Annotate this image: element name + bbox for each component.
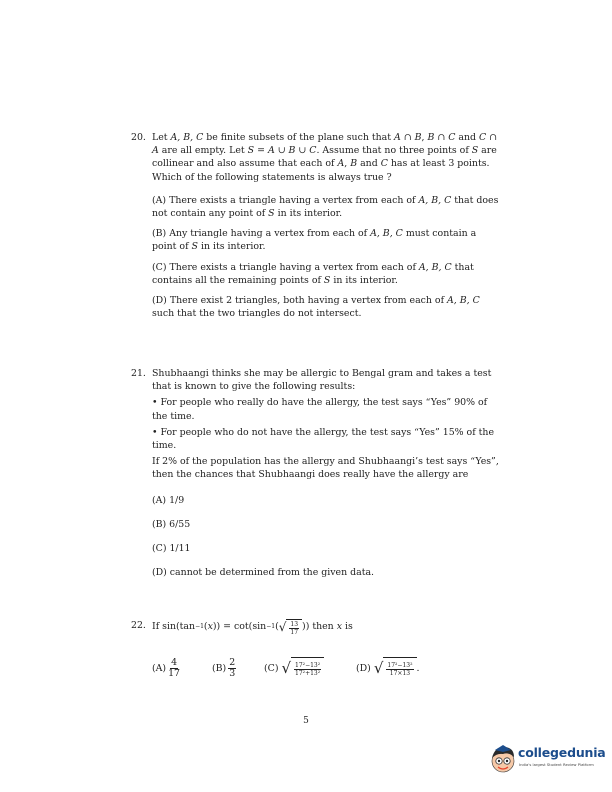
question-21 (131, 367, 503, 579)
question-22 (131, 619, 503, 635)
question-number: 21. (131, 368, 146, 379)
page-number: 5 (303, 716, 309, 726)
question-stem: If sin(tan −1 ( x )) = cot(sin −1 ( √ $\frac{13}{17}$ )) then x is (152, 619, 353, 636)
option-d: (D) √ $\frac{\text{17²−13²}}{17\times 13}$ . (356, 659, 420, 677)
option-b: (B) Any triangle having a vertex from each of A, B, C must contain a point of S in its interior. (152, 228, 477, 253)
logo-tagline: India's largest Student Review Platform (519, 762, 594, 767)
option-d: (D) There exist 2 triangles, both having a vertex from each of A, B, C such that the two triangles do not intersect. (152, 295, 480, 320)
question-stem: Let A, B, C be finite subsets of the plane such that A ∩ B, B ∩ C and C ∩ A are all empty. Let S = A ∪ B ∪ C. Assume that no three points of S are collinear and also assume that each of A, B and C has at least 3 points. Which of the following statements is always true ? (152, 132, 498, 183)
option-b: (B) 6/55 (152, 518, 191, 530)
option-c: (C) 1/11 (152, 543, 191, 555)
option-a: (A) 1/9 (152, 494, 185, 506)
question-number: 20. (131, 132, 146, 143)
option-a: (A) There exists a triangle having a vertex from each of A, B, C that does not contain any point of S in its interior. (152, 194, 499, 220)
question-stem: Shubhaangi thinks she may be allergic to Bengal gram and takes a test that is known to give the following results: (152, 368, 492, 393)
logo-text: collegedunia (518, 745, 606, 760)
option-b: (B) $\frac{2}{3}$ (212, 656, 236, 679)
question-tail: If 2% of the population has the allergy and Shubhaangi’s test says “Yes”, then the chances that Shubhaangi does really have the allergy are (152, 456, 499, 481)
bullet-item: • For people who really do have the allergy, the test says “Yes” 90% of the time. (152, 397, 488, 422)
question-number: 22. (131, 620, 146, 631)
option-c: (C) √ $\frac{\text{17²−13²}}{\text{17²+13²}}$ (264, 655, 324, 681)
bullet-item: • For people who do not have the allergy, the test says “Yes” 15% of the time. (152, 426, 495, 452)
option-a: (A) $\frac{4}{17}$ (152, 656, 181, 679)
question-20 (131, 131, 503, 320)
option-d: (D) cannot be determined from the given data. (152, 567, 375, 579)
option-c: (C) There exists a triangle having a vertex from each of A, B, C that contains all the remaining points of S in its interior. (152, 261, 474, 286)
question-22-options (152, 655, 512, 681)
